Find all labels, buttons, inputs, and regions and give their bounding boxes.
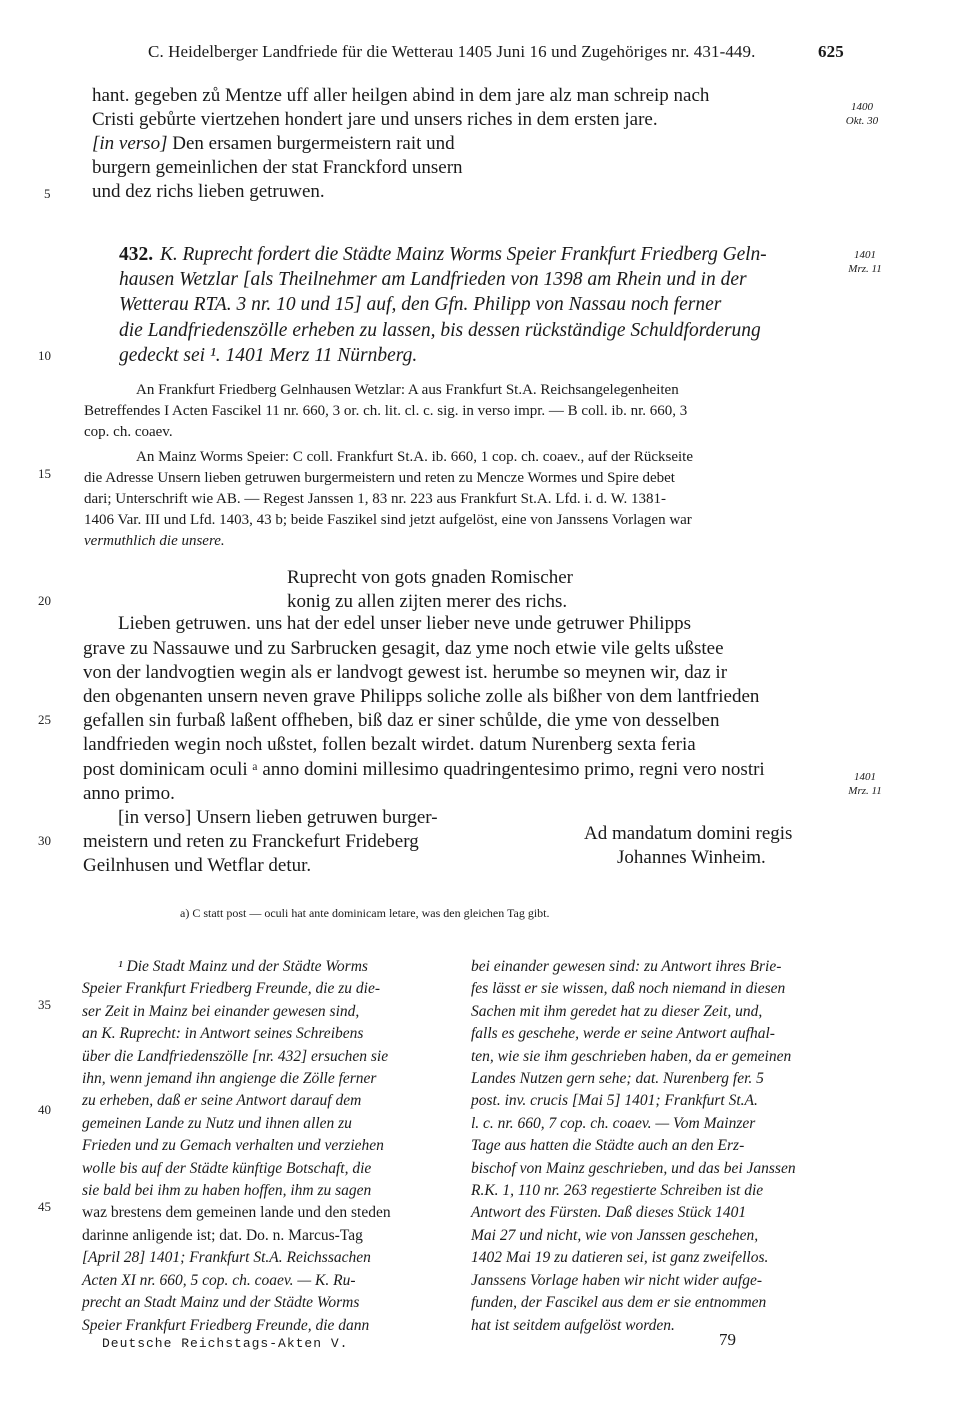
- verso-address-line: [92, 132, 455, 156]
- margin-date-day: Mrz. 11: [848, 785, 882, 797]
- footnote-line: precht an Stadt Mainz und der Städte Worms: [82, 1294, 360, 1312]
- footnote-column-right: [471, 956, 843, 1337]
- footnote-line: an K. Ruprecht: in Antwort seines Schreibens: [82, 1025, 364, 1043]
- footnote-line: wolle bis auf der Städte künftige Botschaft, die: [82, 1159, 372, 1177]
- footnote-line: darinne anligende ist; dat. Do. n. Marcus-Tag: [82, 1226, 363, 1244]
- intitulatio: Ruprecht von gots gnaden Romischer: [287, 567, 574, 588]
- footnote-line: Landes Nutzen gern sehe; dat. Nurenberg fer. 5: [471, 1070, 764, 1088]
- line-number: 35: [38, 997, 51, 1012]
- regest-line: Wetterau RTA. 3 nr. 10 und 15] auf, den Gfn. Philipp von Nassau noch ferner: [119, 294, 722, 315]
- source-line: An Mainz Worms Speier: C coll. Frankfurt St.A. ib. 660, 1 cop. ch. coaev., auf der Rückseite: [136, 449, 694, 465]
- footnote-line: [April 28] 1401; Frankfurt St.A. Reichssachen: [82, 1249, 371, 1267]
- footnote-line: bischof von Mainz geschrieben, und das bei Janssen: [471, 1159, 796, 1177]
- subscription: Ad mandatum domini regis: [584, 823, 793, 844]
- letter-line: den obgenanten unsern neven grave Philipps soliche zolle als bißher von dem lantfrieden: [83, 686, 760, 707]
- footnote-line: Janssens Vorlage haben wir nicht wider aufge-: [471, 1271, 763, 1289]
- footnote-line: waz brestens dem gemeinen lande und den steden: [82, 1204, 391, 1222]
- source-line: An Frankfurt Friedberg Gelnhausen Wetzlar: A aus Frankfurt St.A. Reichsangelegenheiten: [136, 382, 679, 398]
- regest-line: gedeckt sei ¹. 1401 Merz 11 Nürnberg.: [119, 345, 418, 366]
- letter-verso-line: Geilnhusen und Wetflar detur.: [83, 855, 312, 876]
- footnote-line: bei einander gewesen sind: zu Antwort ihres Brie-: [471, 958, 782, 975]
- footnote-line: Speier Frankfurt Friedberg Freunde, die zu die-: [82, 980, 381, 998]
- letter-line: grave zu Nassauwe und zu Sarbrucken gesagit, daz yme noch etwie vile gelts ußstee: [83, 638, 724, 659]
- regest-line: hausen Wetzlar [als Theilnehmer am Landfrieden von 1398 am Rhein und in der: [119, 269, 747, 290]
- footnote-line: sie bald bei ihm zu haben hoffen, ihm zu sagen: [82, 1182, 372, 1200]
- letter-line: post dominicam oculi ᵃ anno domini millesimo quadringentesimo primo, regni vero nostri: [83, 759, 765, 780]
- letter-line: von der landvogtien wegin als er landvogt gewest ist. herumbe so meynen wir, daz ir: [83, 662, 728, 683]
- top-text-line: hant. gegeben zů Mentze uff aller heilgen abind in dem jare alz man schreip nach: [92, 85, 710, 106]
- letter-line: landfrieden wegin noch ußstet, follen bezalt wirdet. datum Nurenberg sexta feria: [83, 734, 696, 755]
- sheet-signature: 79: [719, 1330, 736, 1349]
- letter-line: anno primo.: [83, 783, 175, 804]
- regest-line: K. Ruprecht fordert die Städte Mainz Worms Speier Frankfurt Friedberg Geln-: [160, 244, 767, 265]
- footnote-line: falls es geschehe, werde er seine Antwort aufhal-: [471, 1025, 775, 1043]
- page-number: 625: [818, 42, 844, 61]
- line-number: 20: [38, 593, 51, 608]
- footnote-line: Tage aus hatten die Städte auch an den Erz-: [471, 1137, 745, 1155]
- footnote-line: post. inv. crucis [Mai 5] 1401; Frankfurt St.A.: [471, 1092, 758, 1110]
- footnote-line: funden, der Fascikel aus dem er sie entnommen: [471, 1294, 767, 1312]
- footnote-line: hat ist seitdem aufgelöst worden.: [471, 1316, 675, 1334]
- line-number: 30: [38, 833, 51, 848]
- footnote-line: ihn, wenn jemand ihn angienge die Zölle ferner: [82, 1070, 377, 1088]
- running-head-title: C. Heidelberger Landfriede für die Wetterau 1405 Juni 16 und Zugehöriges nr. 431-449.: [148, 42, 756, 61]
- footnote-line: Acten XI nr. 660, 5 cop. ch. coaev. — K. Ru-: [82, 1271, 356, 1289]
- footnote-line: zu erheben, daß er seine Antwort darauf dem: [82, 1092, 362, 1110]
- letter-verso-line: meistern und reten zu Franckefurt Frideberg: [83, 831, 419, 852]
- footnote-line: R.K. 1, 110 nr. 263 regestierte Schreiben ist die: [471, 1182, 764, 1200]
- margin-date-day: Mrz. 11: [848, 263, 882, 275]
- margin-date: [845, 248, 885, 276]
- line-number: 15: [38, 466, 51, 481]
- letter-line: Lieben getruwen. uns hat der edel unser lieber neve unde getruwer Philipps: [118, 613, 691, 634]
- source-line: 1406 Var. III und Lfd. 1403, 43 b; beide Faszikel sind jetzt aufgelöst, eine von Janssens Vorlagen war: [84, 512, 692, 528]
- letter-line: gefallen sin furbaß laßent offheben, biß daz er siner schůlde, die yme von desselben: [83, 710, 720, 731]
- footnote-line: fes lässt er sie wissen, daß noch niemand in diesen: [471, 980, 786, 998]
- footnote-line: Speier Frankfurt Friedberg Freunde, die dann: [82, 1316, 370, 1334]
- footnote-line: über die Landfriedenszölle [nr. 432] ersuchen sie: [82, 1047, 389, 1065]
- line-number: 40: [38, 1102, 51, 1117]
- line-number: 25: [38, 712, 51, 727]
- margin-date: [842, 100, 882, 128]
- verso-address-line: burgern gemeinlichen der stat Franckford unsern: [92, 157, 463, 178]
- source-line: vermuthlich die unsere.: [84, 533, 225, 549]
- intitulatio: konig zu allen zijten merer des richs.: [287, 591, 568, 612]
- footnote-line: Sachen mit ihm geredet hat zu dieser Zeit, und,: [471, 1002, 763, 1020]
- margin-date-year: 1401: [854, 249, 876, 261]
- footnote-line: Frieden und zu Gemach verhalten und verziehen: [82, 1137, 384, 1155]
- line-number: 45: [38, 1199, 51, 1214]
- margin-date-year: 1401: [854, 771, 876, 783]
- regest-line: die Landfriedenszölle erheben zu lassen, bis dessen rückständige Schuldforderung: [119, 320, 761, 341]
- margin-date-day: Okt. 30: [845, 115, 879, 127]
- source-line: cop. ch. coaev.: [84, 424, 173, 440]
- letter-verso-line: [in verso] Unsern lieben getruwen burger-: [118, 807, 438, 828]
- source-line: dari; Unterschrift wie AB. — Regest Janssen 1, 83 nr. 223 aus Frankfurt St.A. Lfd. i. d. W. 1381-: [84, 491, 667, 507]
- footnote-line: gemeinen Lande zu Nutz und ihnen allen zu: [82, 1114, 352, 1132]
- entry-number: 432.: [119, 244, 154, 265]
- margin-date-year: 1400: [851, 101, 873, 113]
- line-number: 5: [44, 186, 51, 201]
- footnote-line: Mai 27 und nicht, wie von Janssen geschehen,: [471, 1226, 759, 1244]
- footnote-column-left: [82, 956, 454, 1337]
- series-title: Deutsche Reichstags-Akten V.: [102, 1336, 349, 1351]
- margin-date: [845, 770, 885, 798]
- footnote-line: ser Zeit in Mainz bei einander gewesen sind,: [82, 1002, 360, 1020]
- footnote-line: 1402 Mai 19 zu datieren sei, ist ganz zweifellos.: [471, 1249, 769, 1267]
- critical-note: a) C statt post — oculi hat ante dominicam letare, was den gleichen Tag gibt.: [180, 906, 550, 920]
- verso-text: Den ersamen burgermeistern rait und: [172, 133, 455, 154]
- footnote-line: ¹ Die Stadt Mainz und der Städte Worms: [118, 958, 368, 975]
- footnote-line: ten, wie sie ihm geschrieben haben, da er gemeinen: [471, 1047, 792, 1065]
- source-line: die Adresse Unsern lieben getruwen burgermeistern und reten zu Mencze Wormes und Spire debet: [84, 470, 675, 486]
- verso-address-line: und dez richs lieben getruwen.: [92, 181, 325, 202]
- top-text-line: Cristi gebůrte viertzehen hondert jare und unsers riches in dem ersten jare.: [92, 109, 658, 130]
- source-line: Betreffendes I Acten Fascikel 11 nr. 660, 3 or. ch. lit. cl. c. sig. in verso impr. — B coll. ib. nr. 660, 3: [84, 403, 688, 419]
- subscription: Johannes Winheim.: [617, 847, 766, 868]
- verso-label: [in verso]: [92, 133, 168, 154]
- footnote-line: Antwort des Fürsten. Daß dieses Stück 1401: [471, 1204, 747, 1222]
- footnote-line: l. c. nr. 660, 7 cop. ch. coaev. — Vom Mainzer: [471, 1114, 756, 1132]
- line-number: 10: [38, 348, 51, 363]
